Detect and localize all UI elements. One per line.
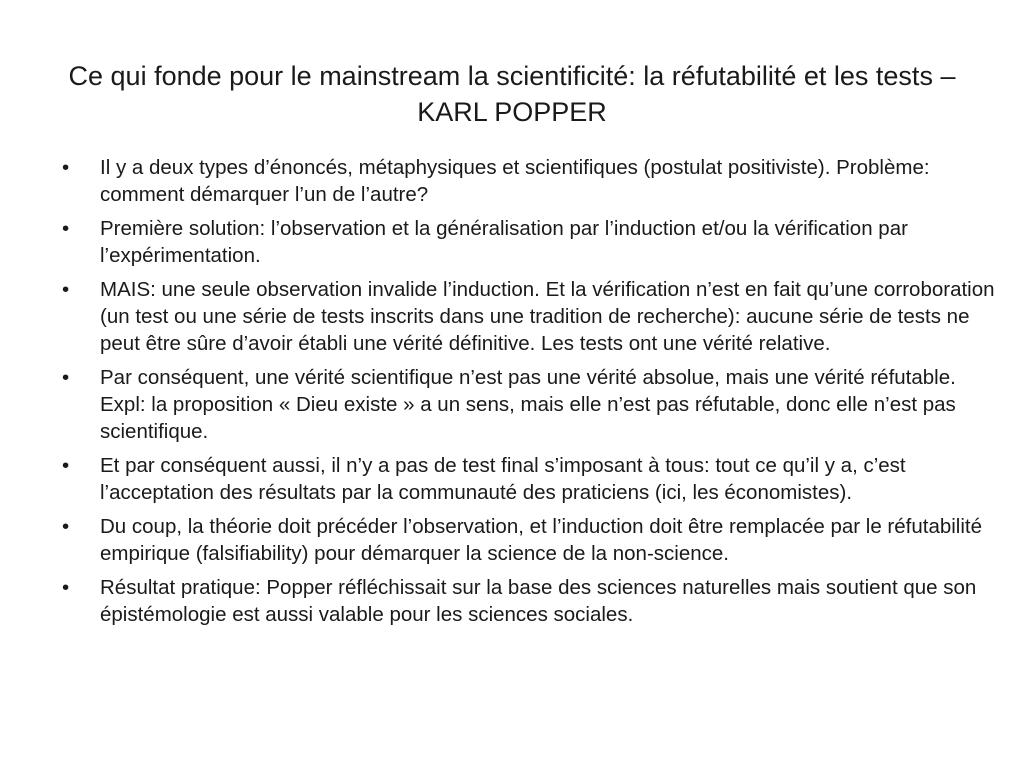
bullet-icon: • bbox=[62, 576, 70, 599]
bullet-text: MAIS: une seule observation invalide l’induction. Et la vérification n’est en fait qu’une corroboration (un test ou une série de tests inscrits dans une tradition de recherche): aucune série de tests ne peut être sûre d’avoir établi une vérité définitive. Les tests ont une vérité relative. bbox=[100, 278, 995, 355]
bullet-text: Il y a deux types d’énoncés, métaphysiques et scientifiques (postulat positiviste). Problème: comment démarquer l’un de l’autre? bbox=[100, 156, 930, 206]
bullet-icon: • bbox=[62, 217, 70, 240]
bullet-icon: • bbox=[62, 278, 70, 301]
bullet-icon: • bbox=[62, 454, 70, 477]
bullet-icon: • bbox=[62, 366, 70, 389]
bullet-text: Par conséquent, une vérité scientifique n’est pas une vérité absolue, mais une vérité réfutable. Expl: la proposition « Dieu existe » a un sens, mais elle n’est pas réfutable, donc elle n’est pas scientifique. bbox=[100, 366, 956, 443]
bullet-icon: • bbox=[62, 156, 70, 179]
bullet-item bbox=[62, 513, 997, 567]
bullet-item bbox=[62, 364, 997, 445]
bullet-icon: • bbox=[62, 515, 70, 538]
bullet-item bbox=[62, 452, 997, 506]
bullet-item bbox=[62, 154, 997, 208]
bullet-item bbox=[62, 215, 997, 269]
slide-title: Ce qui fonde pour le mainstream la scientificité: la réfutabilité et les tests – KARL POPPER bbox=[68, 61, 956, 127]
bullet-text: Du coup, la théorie doit précéder l’observation, et l’induction doit être remplacée par le réfutabilité empirique (falsifiability) pour démarquer la science de la non-science. bbox=[100, 515, 983, 565]
bullet-item bbox=[62, 574, 997, 628]
bullet-text: Première solution: l’observation et la généralisation par l’induction et/ou la vérification par l’expérimentation. bbox=[100, 217, 908, 267]
bullet-text: Résultat pratique: Popper réfléchissait sur la base des sciences naturelles mais soutient que son épistémologie est aussi valable pour les sciences sociales. bbox=[100, 576, 977, 626]
bullet-text: Et par conséquent aussi, il n’y a pas de test final s’imposant à tous: tout ce qu’il y a, c’est l’acceptation des résultats par la communauté des praticiens (ici, les économistes). bbox=[100, 454, 906, 504]
bullet-list bbox=[62, 154, 997, 635]
bullet-item bbox=[62, 276, 997, 357]
